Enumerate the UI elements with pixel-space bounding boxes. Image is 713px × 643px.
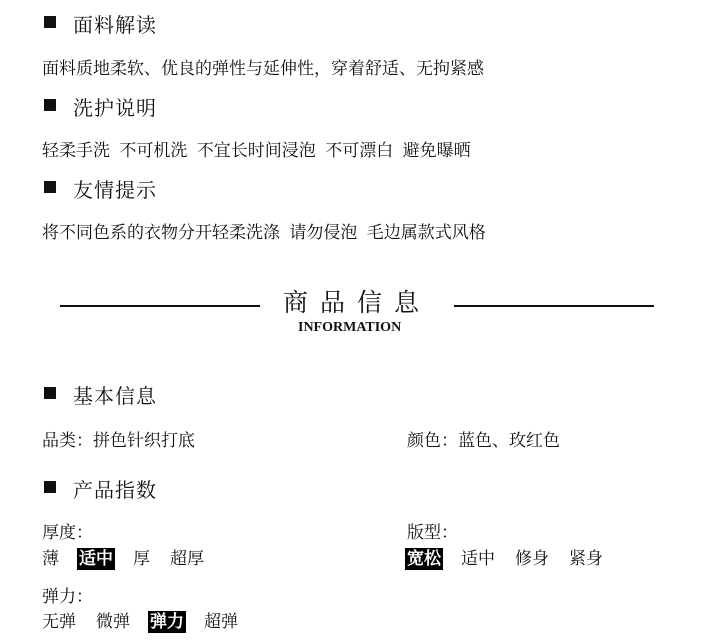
- fit-option-slim: 修身: [515, 549, 549, 569]
- fit-label: 版型：: [407, 523, 458, 543]
- fabric-text: 面料质地柔软、优良的弹性与延伸性，穿着舒适、无拘紧感: [42, 59, 484, 79]
- thickness-option-medium: 适中: [79, 549, 113, 569]
- fabric-heading: 面料解读: [73, 13, 157, 37]
- title-rule-left: [60, 305, 260, 307]
- section-title: 商品信息: [283, 288, 432, 317]
- elasticity-label: 弹力：: [42, 587, 93, 607]
- thickness-label: 厚度：: [42, 523, 93, 543]
- fit-option-tight: 紧身: [569, 549, 603, 569]
- bullet-square-icon: [44, 387, 56, 399]
- category-text: 品类：拼色针织打底: [42, 431, 195, 451]
- care-heading: 洗护说明: [73, 96, 157, 120]
- section-subtitle: INFORMATION: [298, 320, 402, 335]
- elasticity-option-slight: 微弹: [96, 612, 130, 632]
- bullet-square-icon: [44, 481, 56, 493]
- fit-options: [405, 544, 621, 569]
- bullet-square-icon: [44, 181, 56, 193]
- elasticity-option-super: 超弹: [204, 612, 238, 632]
- thickness-option-thin: 薄: [42, 549, 59, 569]
- elasticity-option-none: 无弹: [42, 612, 76, 632]
- thickness-option-extra-thick: 超厚: [170, 549, 204, 569]
- tips-heading: 友情提示: [73, 178, 157, 202]
- thickness-options: [40, 544, 222, 569]
- fit-option-loose: 宽松: [407, 549, 441, 569]
- elasticity-options: [40, 607, 256, 632]
- thickness-option-thick: 厚: [133, 549, 150, 569]
- care-text: 轻柔手洗 不可机洗 不宜长时间浸泡 不可漂白 避免曝晒: [42, 141, 471, 161]
- title-rule-right: [454, 305, 654, 307]
- bullet-square-icon: [44, 99, 56, 111]
- fit-option-regular: 适中: [461, 549, 495, 569]
- elasticity-option-elastic: 弹力: [150, 612, 184, 632]
- basic-heading: 基本信息: [73, 384, 157, 408]
- bullet-square-icon: [44, 16, 56, 28]
- index-heading: 产品指数: [73, 478, 157, 502]
- color-text: 颜色：蓝色、玫红色: [407, 431, 560, 451]
- tips-text: 将不同色系的衣物分开轻柔洗涤 请勿侵泡 毛边属款式风格: [42, 223, 486, 243]
